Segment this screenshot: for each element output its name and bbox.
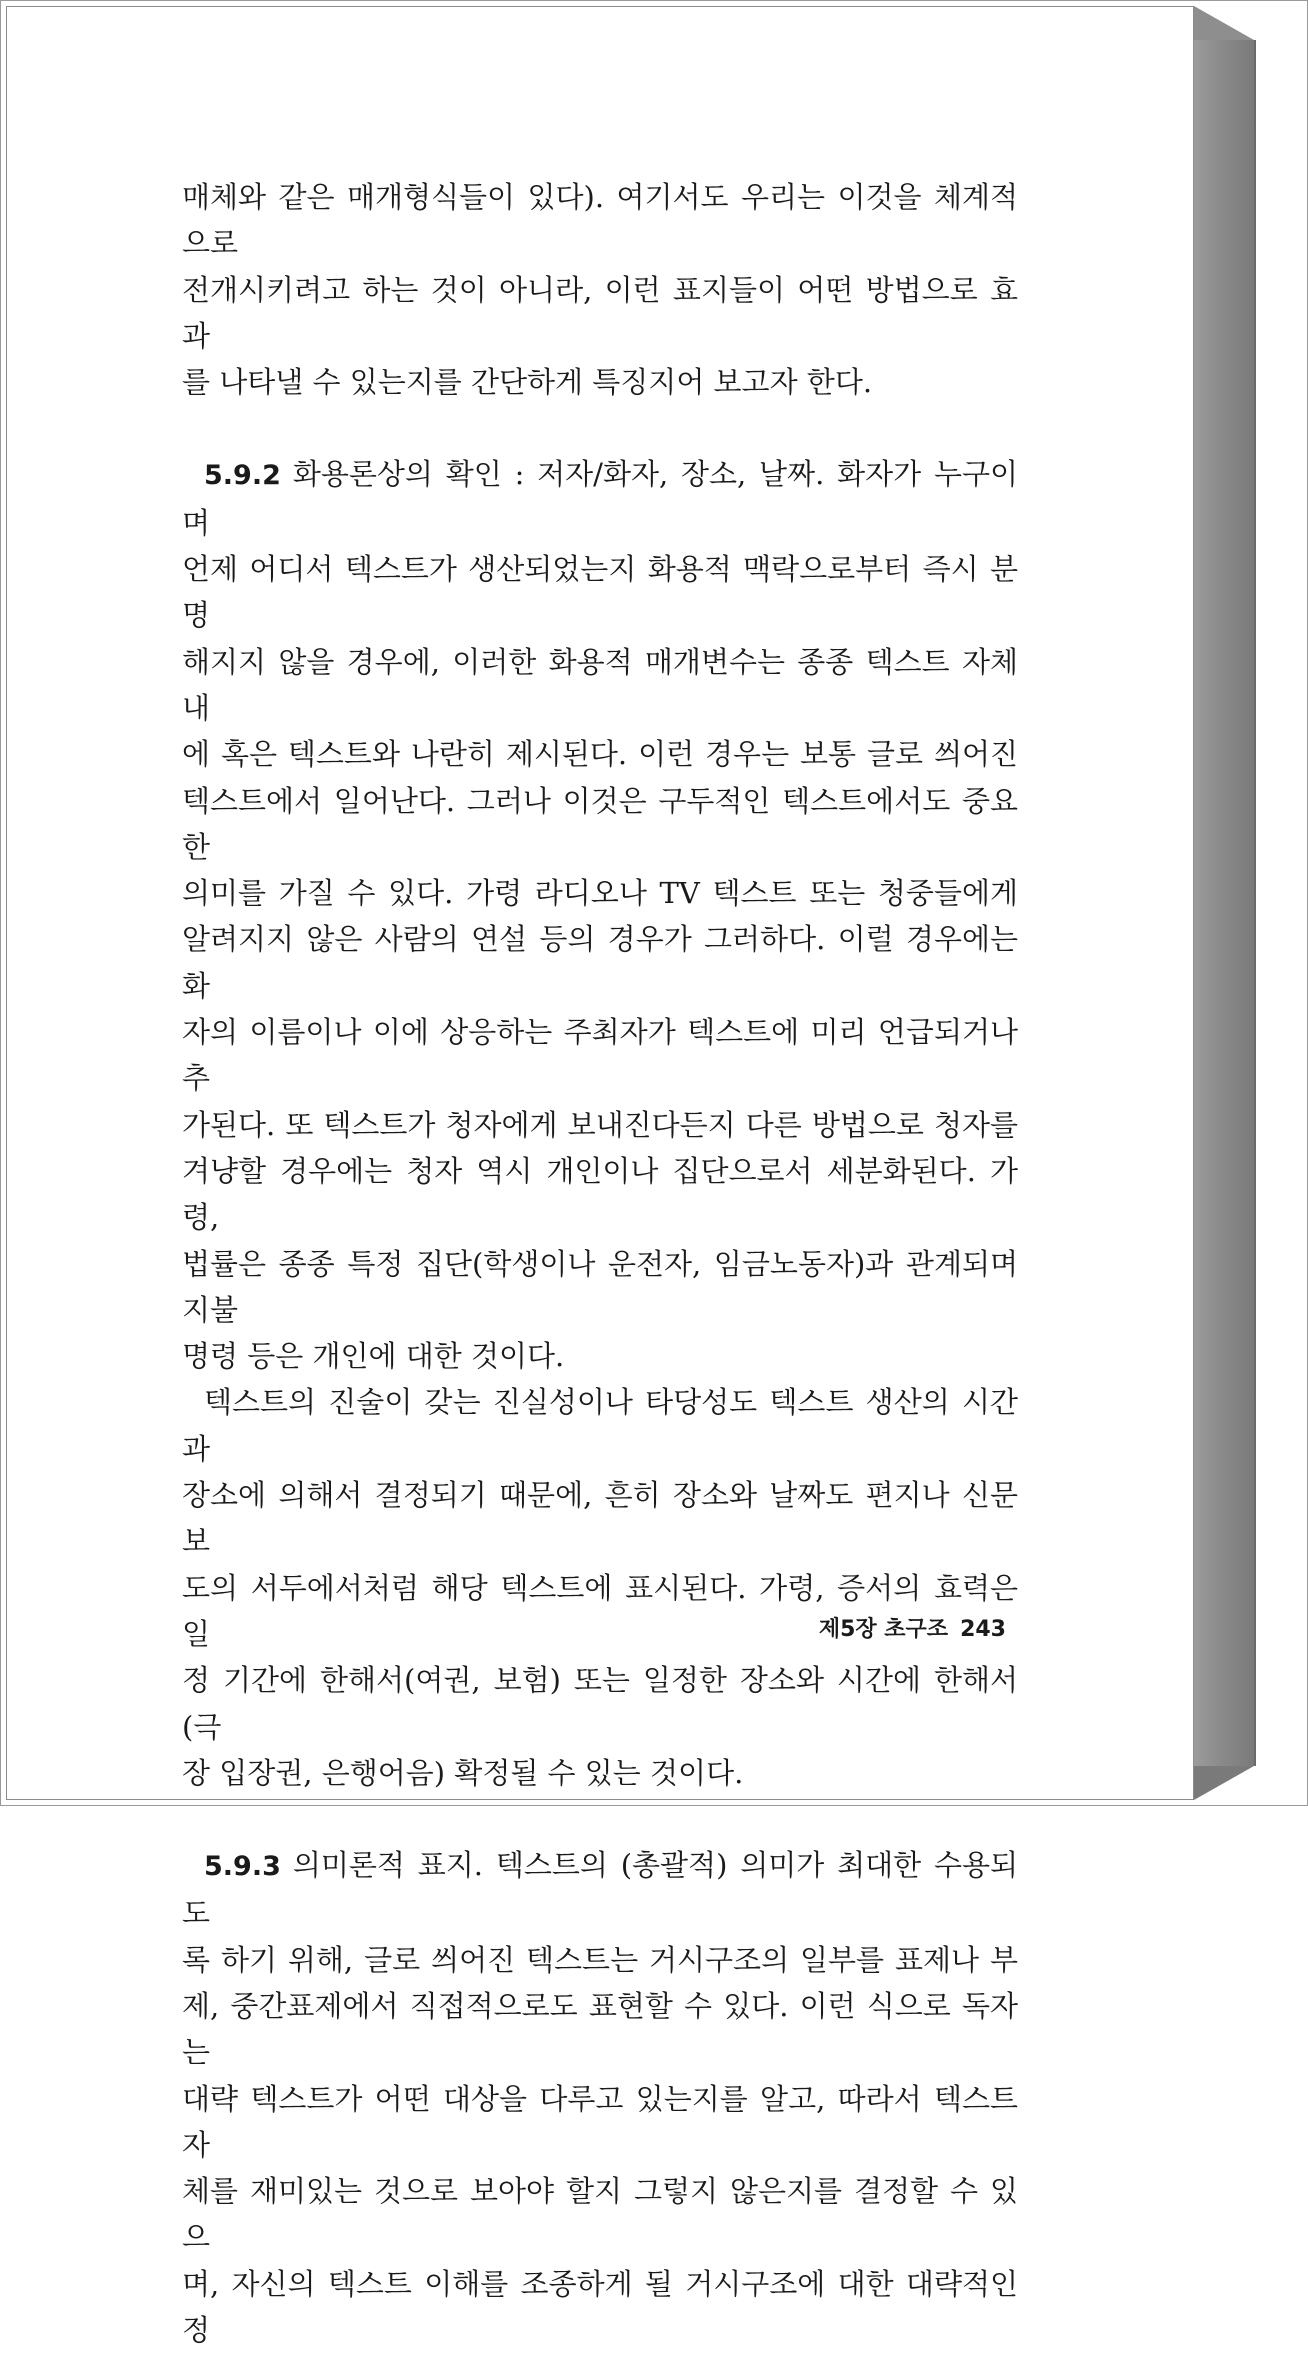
text-line: 전개시키려고 하는 것이 아니라, 이런 표지들이 어떤 방법으로 효과 [182,272,1018,353]
text-line: 법률은 종종 특정 집단(학생이나 운전자, 임금노동자)과 관계되며 지불 [182,1246,1018,1327]
text-line: 해지지 않을 경우에, 이러한 화용적 매개변수는 종종 텍스트 자체 내 [182,644,1018,725]
section-5-9-3 [182,1842,1018,2353]
text-line: 록 하기 위해, 글로 씌어진 텍스트는 거시구조의 일부를 표제나 부 [182,1942,1018,1977]
text-line: 텍스트의 진술이 갖는 진실성이나 타당성도 텍스트 생산의 시간과 [182,1385,1018,1466]
section-5-9-2 [182,451,1018,1379]
text-line: 언제 어디서 텍스트가 생산되었는지 화용적 맥락으로부터 즉시 분명 [182,552,1018,633]
text-line: 를 나타낼 수 있는지를 간단하게 특징지어 보고자 한다. [182,365,873,400]
section-number: 5.9.2 [204,460,281,492]
text-line: 매체와 같은 매개형식들이 있다). 여기서도 우리는 이것을 체계적으로 [182,180,1018,261]
section-heading-line [182,1842,1018,1937]
text-line: 체를 재미있는 것으로 보아야 할지 그렇지 않은지를 결정할 수 있으 [182,2174,1018,2255]
page-number: 243 [960,1617,1006,1642]
text-line: 대략 텍스트가 어떤 대상을 다루고 있는지를 알고, 따라서 텍스트 자 [182,2081,1018,2162]
text-line: 장 입장권, 은행어음) 확정될 수 있는 것이다. [182,1755,744,1790]
text-line: 화용론상의 확인 : 저자/화자, 장소, 날짜. 화자가 누구이며 [182,457,1018,540]
page-body-text [182,174,1018,2353]
book-spine [1194,40,1254,1766]
text-line: 자의 이름이나 이에 상응하는 주최자가 텍스트에 미리 언급되거나 추 [182,1015,1018,1096]
text-line: 정 기간에 한해서(여권, 보험) 또는 일정한 장소와 시간에 한해서(극 [182,1663,1018,1744]
section-number: 5.9.3 [204,1851,281,1883]
text-line: 의미론적 표지. 텍스트의 (총괄적) 의미가 최대한 수용되도 [182,1848,1018,1931]
text-line: 알려지지 않은 사람의 연설 등의 경우가 그러하다. 이럴 경우에는 화 [182,922,1018,1003]
text-line: 텍스트에서 일어난다. 그러나 이것은 구두적인 텍스트에서도 중요한 [182,783,1018,864]
book-spine-top [1194,6,1254,40]
text-line: 명령 등은 개인에 대한 것이다. [182,1339,565,1374]
text-line: 장소에 의해서 결정되기 때문에, 흔히 장소와 날짜도 편지나 신문보 [182,1478,1018,1559]
book-spine-edge [1254,40,1256,1766]
paragraph [182,1379,1018,1796]
chapter-title: 제5장 초구조 [818,1617,949,1642]
section-heading-line [182,451,1018,546]
page-footer [766,1612,1006,1643]
text-line: 가된다. 또 텍스트가 청자에게 보내진다든지 다른 방법으로 청자를 [182,1107,1018,1142]
text-line: 도의 서두에서처럼 해당 텍스트에 표시된다. 가령, 증서의 효력은 일 [182,1570,1018,1651]
text-line: 겨냥할 경우에는 청자 역시 개인이나 집단으로서 세분화된다. 가령, [182,1153,1018,1235]
text-line: 제, 중간표제에서 직접적으로도 표현할 수 있다. 이런 식으로 독자는 [182,1988,1018,2070]
text-line: 에 혹은 텍스트와 나란히 제시된다. 이런 경우는 보통 글로 씌어진 [182,737,1018,772]
text-line: 며, 자신의 텍스트 이해를 조종하게 될 거시구조에 대한 대략적인 정 [182,2266,1018,2348]
text-line: 의미를 가질 수 있다. 가령 라디오나 TV 텍스트 또는 청중들에게 [182,876,1018,911]
paragraph [182,174,1018,405]
book-spine-bottom [1194,1766,1254,1800]
